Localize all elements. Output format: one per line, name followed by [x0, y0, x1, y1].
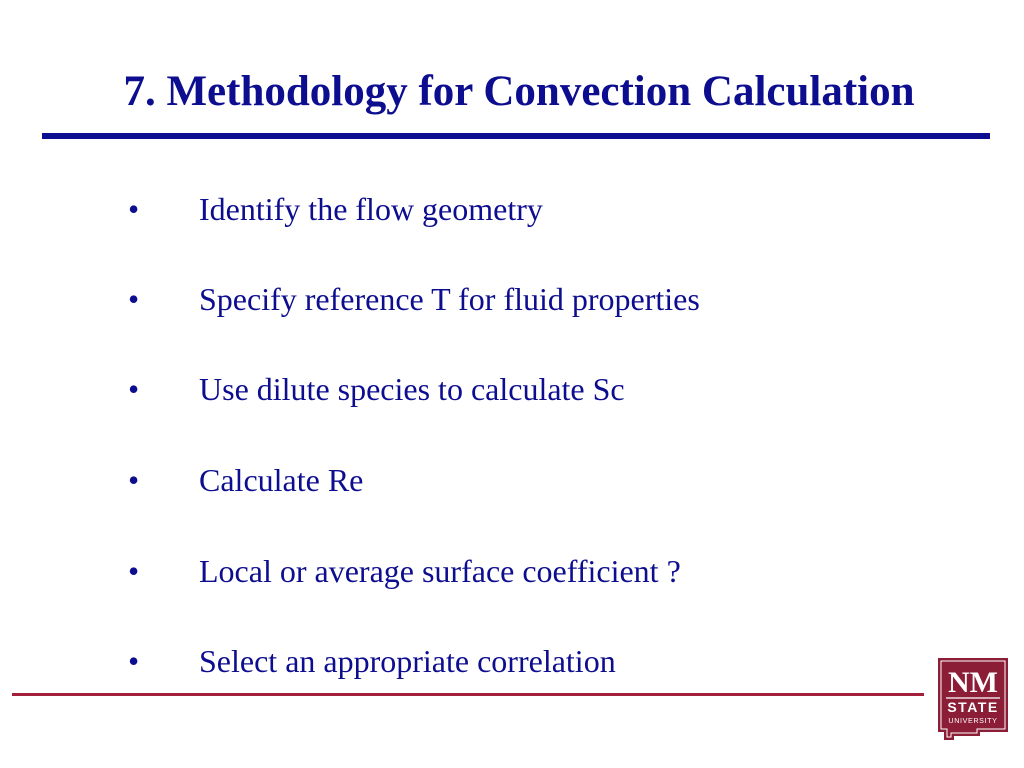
bullet-icon: •	[128, 281, 140, 317]
bullet-text: Calculate Re	[199, 462, 364, 498]
slide-title: 7. Methodology for Convection Calculation	[123, 68, 915, 115]
bullet-icon: •	[128, 462, 140, 498]
logo-text-university: UNIVERSITY	[948, 716, 998, 725]
bullet-icon: •	[128, 643, 140, 679]
logo-text-state: STATE	[947, 699, 999, 715]
bullet-item	[128, 639, 908, 683]
bullet-item	[128, 187, 908, 231]
bullet-item	[128, 277, 908, 321]
bullet-icon: •	[128, 371, 140, 407]
bullet-item	[128, 458, 908, 502]
bullet-text: Identify the flow geometry	[199, 191, 543, 227]
bullet-icon: •	[128, 191, 140, 227]
bullet-item	[128, 549, 908, 593]
logo-text-nm: NM	[948, 666, 998, 699]
bullet-text: Local or average surface coefficient ?	[199, 553, 681, 589]
bullet-icon: •	[128, 553, 140, 589]
bullet-text: Select an appropriate correlation	[199, 643, 616, 679]
bullet-item	[128, 367, 908, 411]
bullet-text: Specify reference T for fluid properties	[199, 281, 700, 317]
bullet-text: Use dilute species to calculate Sc	[199, 371, 625, 407]
nm-state-logo	[938, 658, 1008, 740]
footer-divider	[12, 693, 924, 696]
